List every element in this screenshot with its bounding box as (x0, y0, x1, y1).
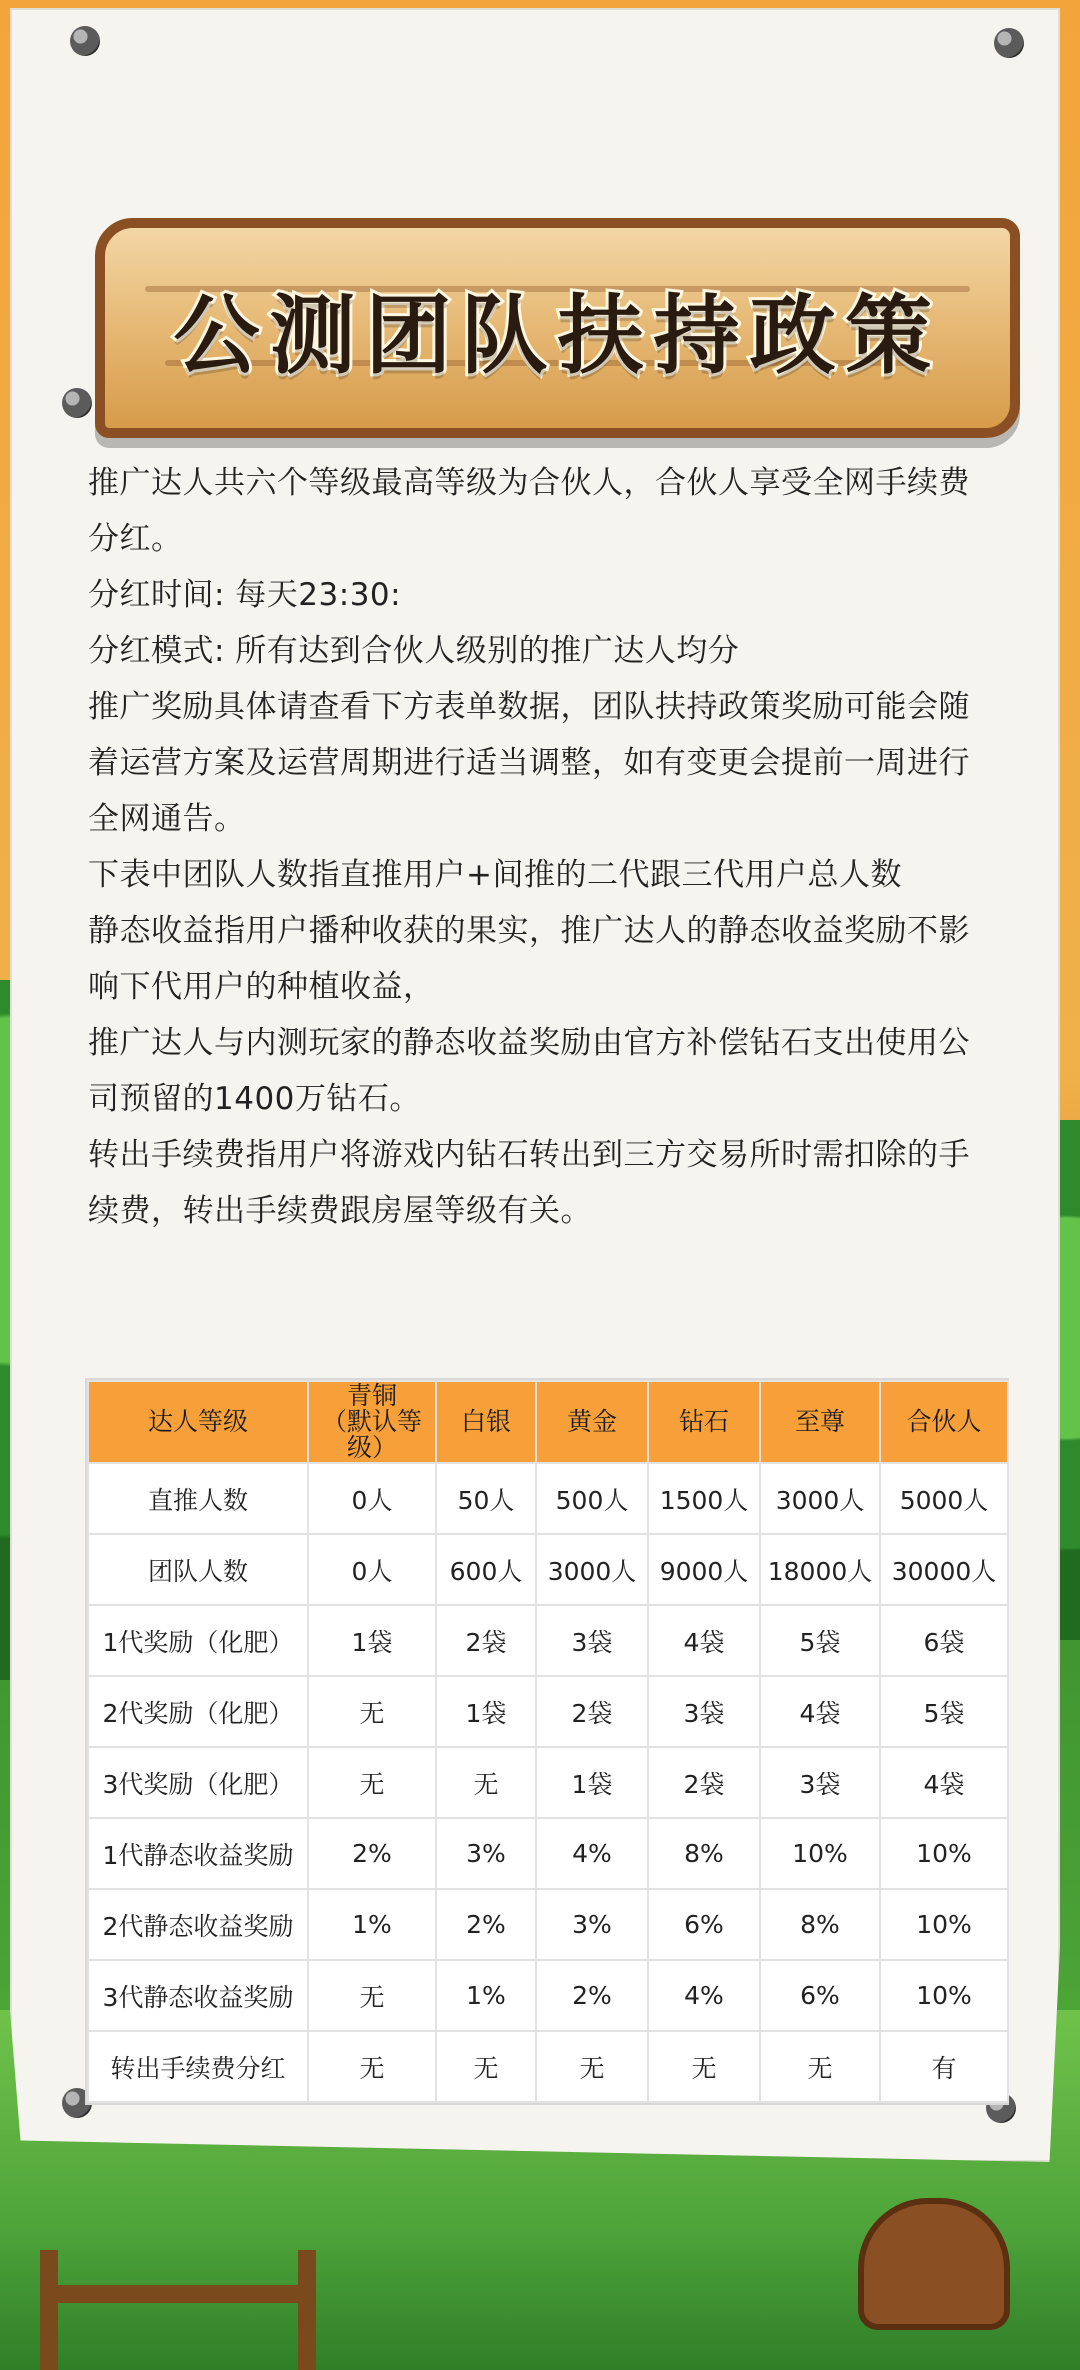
table-cell: 0人 (308, 1534, 436, 1605)
row-label: 1代静态收益奖励 (88, 1818, 308, 1889)
tree-stump (858, 2198, 1010, 2330)
table-header-row (88, 1381, 1008, 1463)
table-cell: 无 (436, 1747, 536, 1818)
table-cell: 5袋 (760, 1605, 880, 1676)
table-cell: 无 (308, 2031, 436, 2102)
table-cell: 3袋 (760, 1747, 880, 1818)
table-cell: 2袋 (436, 1605, 536, 1676)
table-cell: 30000人 (880, 1534, 1008, 1605)
pin-icon (994, 28, 1024, 58)
table-cell: 50人 (436, 1463, 536, 1534)
col-header-silver: 白银 (436, 1381, 536, 1463)
table-row (88, 1747, 1008, 1818)
table-cell: 3000人 (760, 1463, 880, 1534)
table-cell: 5000人 (880, 1463, 1008, 1534)
table-cell: 18000人 (760, 1534, 880, 1605)
table-cell: 3袋 (536, 1605, 648, 1676)
title-wood-board (95, 218, 1020, 438)
row-label: 1代奖励（化肥） (88, 1605, 308, 1676)
intro-paragraph: 推广奖励具体请查看下方表单数据，团队扶持政策奖励可能会随着运营方案及运营周期进行适当调整，如有变更会提前一周进行全网通告。 (88, 689, 970, 837)
row-label: 3代奖励（化肥） (88, 1747, 308, 1818)
intro-paragraph: 静态收益指用户播种收获的果实，推广达人的静态收益奖励不影响下代用户的种植收益， (88, 913, 970, 1005)
row-label: 团队人数 (88, 1534, 308, 1605)
table-cell: 4袋 (648, 1605, 760, 1676)
table-cell: 500人 (536, 1463, 648, 1534)
table-cell: 2袋 (536, 1676, 648, 1747)
table-cell: 6% (648, 1889, 760, 1960)
table-cell: 4% (536, 1818, 648, 1889)
table-cell: 2袋 (648, 1747, 760, 1818)
policy-intro (88, 455, 998, 1239)
table-row (88, 1676, 1008, 1747)
table-cell: 无 (760, 2031, 880, 2102)
table-cell: 6袋 (880, 1605, 1008, 1676)
intro-paragraph: 分红时间: 每天23:30: (88, 577, 402, 613)
table-cell: 3% (436, 1818, 536, 1889)
col-header-partner: 合伙人 (880, 1381, 1008, 1463)
table-row (88, 1818, 1008, 1889)
table-cell: 2% (308, 1818, 436, 1889)
intro-paragraph: 下表中团队人数指直推用户+间推的二代跟三代用户总人数 (88, 857, 902, 893)
table-cell: 5袋 (880, 1676, 1008, 1747)
row-label: 3代静态收益奖励 (88, 1960, 308, 2031)
table-cell: 3袋 (648, 1676, 760, 1747)
intro-paragraph: 分红模式: 所有达到合伙人级别的推广达人均分 (88, 633, 740, 669)
rewards-table (85, 1378, 1009, 2105)
table-cell: 有 (880, 2031, 1008, 2102)
table-cell: 10% (880, 1818, 1008, 1889)
col-header-bronze: 青铜 （默认等级） (308, 1381, 436, 1463)
intro-paragraph: 转出手续费指用户将游戏内钻石转出到三方交易所时需扣除的手续费，转出手续费跟房屋等级有关。 (88, 1137, 970, 1229)
table-cell: 无 (308, 1676, 436, 1747)
intro-paragraph: 推广达人与内测玩家的静态收益奖励由官方补偿钻石支出使用公司预留的1400万钻石。 (88, 1025, 970, 1117)
table-cell: 1% (308, 1889, 436, 1960)
col-header-gold: 黄金 (536, 1381, 648, 1463)
table-row (88, 1534, 1008, 1605)
table-cell: 无 (536, 2031, 648, 2102)
table-cell: 10% (880, 1960, 1008, 2031)
table-cell: 9000人 (648, 1534, 760, 1605)
table-cell: 无 (436, 2031, 536, 2102)
table-cell: 无 (308, 1747, 436, 1818)
col-header-level: 达人等级 (88, 1381, 308, 1463)
table-cell: 8% (648, 1818, 760, 1889)
table-cell: 2% (536, 1960, 648, 2031)
table-cell: 3% (536, 1889, 648, 1960)
table-cell: 2% (436, 1889, 536, 1960)
wooden-fence (40, 2250, 316, 2370)
table-cell: 600人 (436, 1534, 536, 1605)
col-header-diamond: 钻石 (648, 1381, 760, 1463)
table-cell: 1袋 (536, 1747, 648, 1818)
row-label: 转出手续费分红 (88, 2031, 308, 2102)
table-cell: 0人 (308, 1463, 436, 1534)
table-cell: 1500人 (648, 1463, 760, 1534)
table-cell: 无 (648, 2031, 760, 2102)
table-cell: 10% (760, 1818, 880, 1889)
row-label: 2代奖励（化肥） (88, 1676, 308, 1747)
row-label: 直推人数 (88, 1463, 308, 1534)
table-cell: 无 (308, 1960, 436, 2031)
page-title: 公测团队扶持政策 (173, 286, 942, 386)
table-cell: 4% (648, 1960, 760, 2031)
table-row (88, 1889, 1008, 1960)
table-cell: 4袋 (880, 1747, 1008, 1818)
intro-paragraph: 推广达人共六个等级最高等级为合伙人，合伙人享受全网手续费分红。 (88, 465, 970, 557)
table-cell: 4袋 (760, 1676, 880, 1747)
table-cell: 6% (760, 1960, 880, 2031)
table-cell: 1袋 (308, 1605, 436, 1676)
pin-icon (62, 388, 92, 418)
table-cell: 1袋 (436, 1676, 536, 1747)
table-cell: 1% (436, 1960, 536, 2031)
table-cell: 3000人 (536, 1534, 648, 1605)
table-row (88, 1463, 1008, 1534)
table-row (88, 1960, 1008, 2031)
table-cell: 8% (760, 1889, 880, 1960)
pin-icon (70, 26, 100, 56)
table-cell: 10% (880, 1889, 1008, 1960)
col-header-supreme: 至尊 (760, 1381, 880, 1463)
row-label: 2代静态收益奖励 (88, 1889, 308, 1960)
table-row (88, 2031, 1008, 2102)
table-row (88, 1605, 1008, 1676)
